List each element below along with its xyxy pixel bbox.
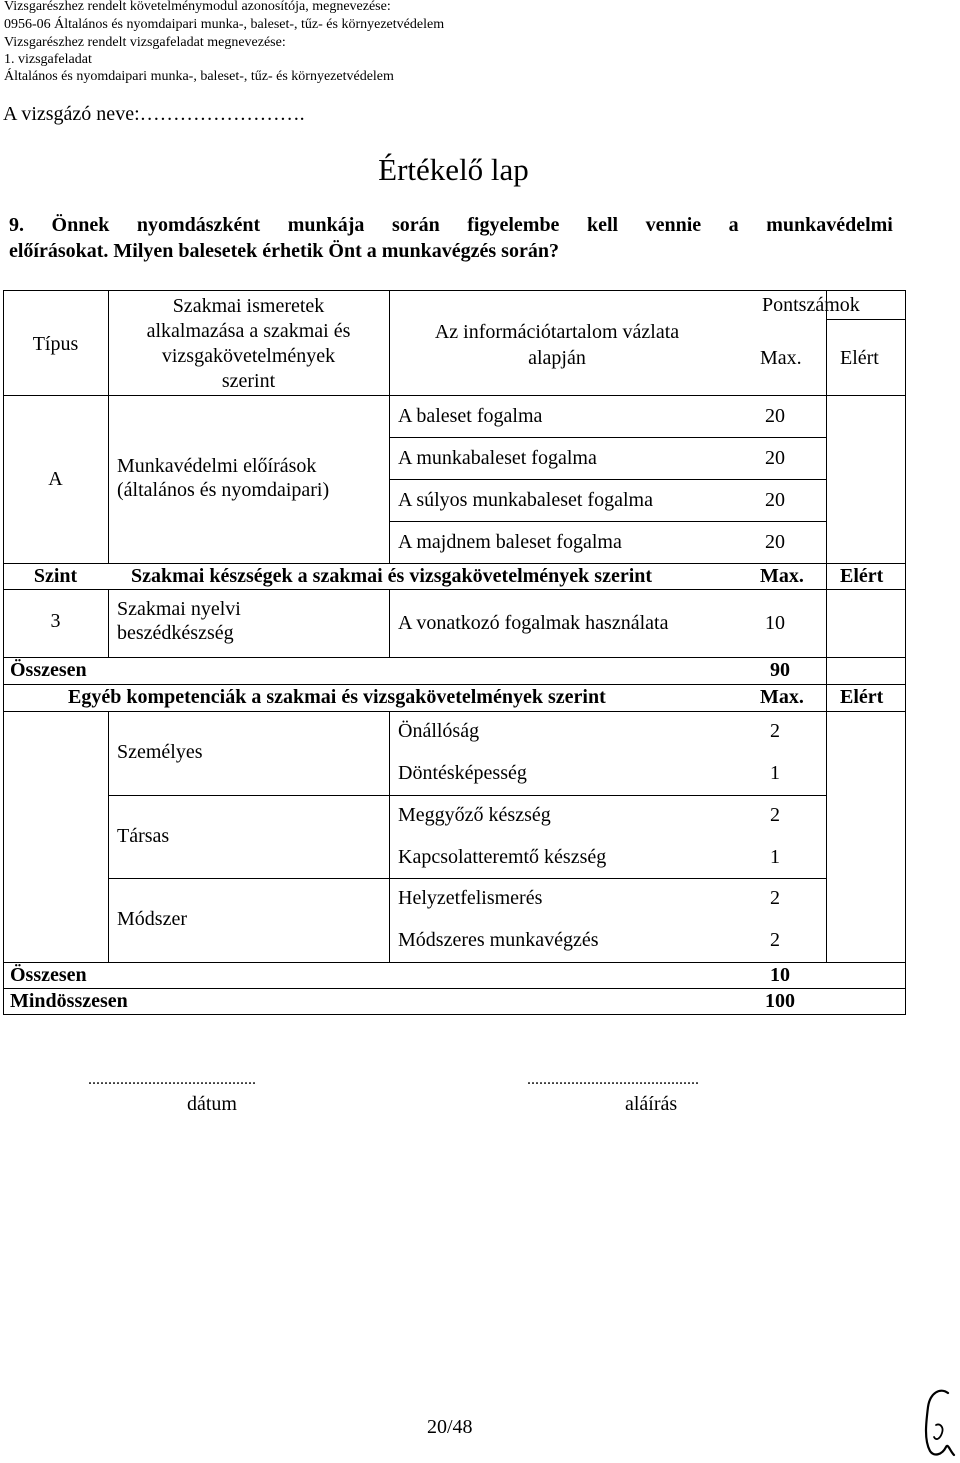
subtotal-label: Összesen bbox=[10, 964, 87, 986]
level-max-header: Max. bbox=[760, 565, 804, 587]
column-header-info-line: Az információtartalom vázlata bbox=[434, 321, 680, 343]
question-word: során bbox=[391, 214, 440, 236]
question-line-2: előírásokat. Milyen balesetek érhetik Önt a munkavégzés során? bbox=[9, 240, 559, 262]
item-label: Döntésképesség bbox=[398, 762, 527, 784]
question-line-1 bbox=[9, 214, 893, 237]
item-label: A súlyos munkabaleset fogalma bbox=[398, 489, 653, 511]
question-word: munkavédelmi bbox=[766, 214, 893, 236]
item-max: 2 bbox=[770, 720, 780, 742]
column-header-achieved: Elért bbox=[840, 347, 879, 369]
item-max: 1 bbox=[770, 762, 780, 784]
other-section-title: Egyéb kompetenciák a szakmai és vizsgakövetelmények szerint bbox=[68, 686, 606, 708]
item-label: A munkabaleset fogalma bbox=[398, 447, 597, 469]
item-max: 2 bbox=[770, 887, 780, 909]
column-header-skills-line: alkalmazása a szakmai és bbox=[146, 320, 351, 342]
item-max: 20 bbox=[765, 531, 785, 553]
level-skill-line: Szakmai nyelvi bbox=[117, 598, 241, 620]
column-header-skills-line: Szakmai ismeretek bbox=[172, 295, 325, 317]
level-skill-line: beszédkészség bbox=[117, 622, 234, 644]
other-achieved-header: Elért bbox=[840, 686, 884, 708]
signature-label: aláírás bbox=[625, 1093, 678, 1115]
item-max: 20 bbox=[765, 489, 785, 511]
section-a-topic bbox=[117, 454, 329, 502]
item-label: Kapcsolatteremtő készség bbox=[398, 846, 607, 868]
column-header-info bbox=[389, 319, 725, 371]
question-word: nyomdászként bbox=[136, 214, 261, 236]
question-word: kell bbox=[586, 214, 619, 236]
column-header-max: Max. bbox=[760, 347, 802, 369]
question-word: figyelembe bbox=[467, 214, 560, 236]
subtotal-value: 90 bbox=[770, 659, 790, 681]
subtotal-label: Összesen bbox=[10, 659, 87, 681]
date-line: .......................................... bbox=[88, 1071, 256, 1088]
level-value: 3 bbox=[50, 610, 61, 632]
level-header: Szint bbox=[33, 565, 78, 587]
question-word: vennie bbox=[645, 214, 702, 236]
item-label: Önállóság bbox=[398, 720, 480, 742]
module-name: 0956-06 Általános és nyomdaipari munka-, baleset-, tűz- és környezetvédelem bbox=[4, 17, 445, 32]
page-number: 20/48 bbox=[427, 1416, 473, 1438]
item-max: 20 bbox=[765, 447, 785, 469]
level-section-title: Szakmai készségek a szakmai és vizsgakövetelmények szerint bbox=[131, 565, 653, 587]
column-header-type: Típus bbox=[32, 333, 79, 355]
subtotal-value: 10 bbox=[770, 964, 790, 986]
level-skill bbox=[117, 597, 241, 645]
section-a-topic-line: (általános és nyomdaipari) bbox=[117, 479, 330, 501]
task-number: 1. vizsgafeladat bbox=[4, 52, 92, 67]
group-name: Személyes bbox=[117, 741, 203, 763]
other-max-header: Max. bbox=[760, 686, 804, 708]
grand-total-label: Mindösszesen bbox=[10, 990, 128, 1012]
group-name: Módszer bbox=[117, 908, 187, 930]
module-id-label: Vizsgarészhez rendelt követelménymodul azonosítója, megnevezése: bbox=[4, 0, 391, 14]
page-title bbox=[0, 152, 907, 188]
item-max: 10 bbox=[765, 612, 785, 634]
column-header-info-line: alapján bbox=[528, 347, 586, 369]
task-name: Általános és nyomdaipari munka-, baleset-, tűz- és környezetvédelem bbox=[4, 69, 394, 84]
item-label: Meggyőző készség bbox=[398, 804, 551, 826]
item-max: 1 bbox=[770, 846, 780, 868]
column-header-skills bbox=[108, 294, 389, 394]
item-label: Helyzetfelismerés bbox=[398, 887, 543, 909]
item-max: 20 bbox=[765, 405, 785, 427]
date-label: dátum bbox=[187, 1093, 237, 1115]
grand-total-value: 100 bbox=[765, 990, 795, 1012]
item-max: 2 bbox=[770, 929, 780, 951]
group-name: Társas bbox=[117, 825, 170, 847]
question-word: a bbox=[728, 214, 739, 236]
item-label: A baleset fogalma bbox=[398, 405, 543, 427]
page-title-text: Értékelő lap bbox=[378, 152, 529, 187]
task-name-label: Vizsgarészhez rendelt vizsgafeladat megnevezése: bbox=[4, 35, 286, 50]
column-header-points: Pontszámok bbox=[762, 294, 860, 316]
column-header-skills-line: vizsgakövetelmények bbox=[161, 345, 336, 367]
level-achieved-header: Elért bbox=[840, 565, 884, 587]
signature-line: ........................................... bbox=[527, 1071, 699, 1088]
item-label: A majdnem baleset fogalma bbox=[398, 531, 622, 553]
question-word: Önnek bbox=[51, 214, 110, 236]
section-a-topic-line: Munkavédelmi előírások bbox=[117, 455, 317, 477]
handwritten-initials bbox=[918, 1385, 960, 1463]
examinee-name-field: A vizsgázó neve:……………………. bbox=[3, 103, 305, 125]
item-max: 2 bbox=[770, 804, 780, 826]
question-word: munkája bbox=[287, 214, 365, 236]
item-label: Módszeres munkavégzés bbox=[398, 929, 599, 951]
question-word: 9. bbox=[9, 214, 24, 236]
item-label: A vonatkozó fogalmak használata bbox=[398, 612, 669, 634]
type-a: A bbox=[48, 468, 63, 490]
column-header-skills-line: szerint bbox=[221, 370, 276, 392]
